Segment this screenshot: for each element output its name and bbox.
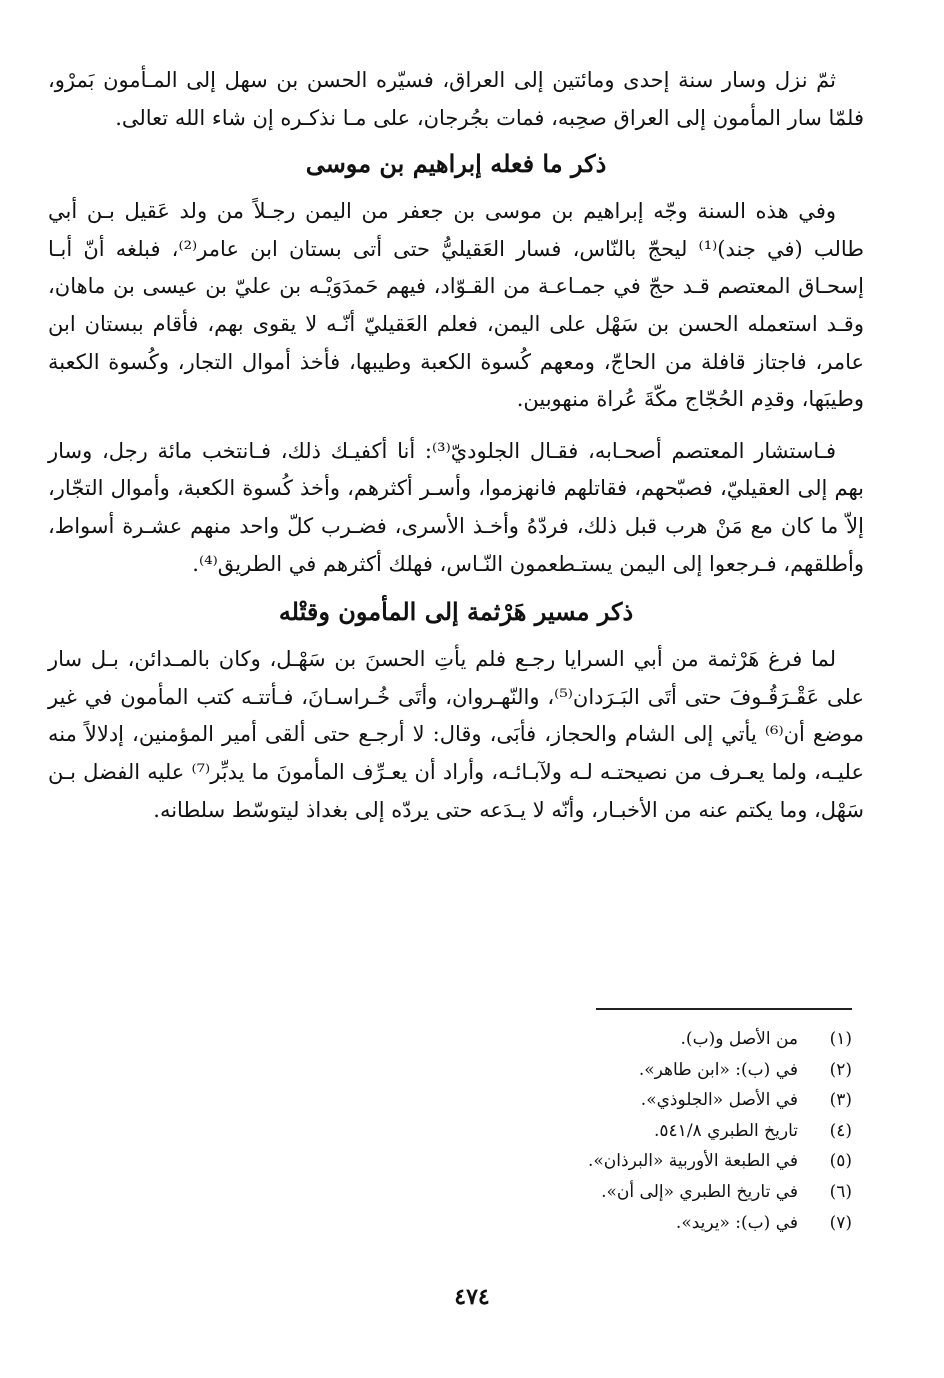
footnote-number: (٢) <box>829 1059 852 1080</box>
footnote-number: (٥) <box>829 1151 852 1172</box>
section-heading-harthama: ذكر مسير هَرْثمة إلى المأمون وقتْله <box>278 597 634 627</box>
footnote-list <box>587 1024 852 1238</box>
footnotes <box>587 1008 852 1238</box>
footnote-item <box>596 1116 852 1147</box>
footnote-item <box>587 1146 852 1177</box>
footnote-text: في (ب): «ابن طاهر». <box>638 1059 798 1080</box>
footnote-text: في الطبعة الأوربية «البرذان». <box>587 1151 798 1172</box>
page-body <box>48 62 864 829</box>
section1-paragraph-1: وفي هذه السنة وجّه إبراهيم بن موسى بن جعفر من اليمن رجـلاً من ولد عَقيل بـن أبي طالب (في جند)⁽¹⁾ ليحجّ بالنّاس، فسار العَقيليُّ حتى أتى بستان ابن عامر⁽²⁾، فبلغه أنّ أبـا إسحـاق المعتصم قـد حجّ في جمـاعـة من القـوّاد، فيهم حَمدَوَيْـه بن عليّ بن عيسى بن ماهان، وقـد استعمله الحسن بن سَهْل على اليمن، فعلم العَقيليّ أنّـه لا يقوى بهم، فأقام ببستان ابن عامر، فاجتاز قافلة من الحاجّ، ومعهم كُسوة الكعبة وطيبها، فأخذ أموال التجار، وكُسوة الكعبة وطيبَها، وقدِم الحُجّاج مكّةَ عُراة منهوبين. <box>48 199 864 412</box>
footnote-item <box>596 1177 852 1208</box>
footnote-item <box>596 1055 852 1086</box>
footnote-text: في الأصل «الجلوذي». <box>640 1090 798 1111</box>
footnote-item <box>596 1208 852 1239</box>
footnote-text: في تاريخ الطبري «إلى أن». <box>601 1181 798 1202</box>
section-heading-ibrahim-ibn-musa: ذكر ما فعله إبراهيم بن موسى <box>305 149 607 179</box>
footnote-number: (٦) <box>829 1181 852 1202</box>
footnote-text: تاريخ الطبري ٥٤١/٨. <box>654 1120 798 1141</box>
section2-paragraph-1: لما فرغ هَرْثمة من أبي السرايا رجـع فلم يأتِ الحسنَ بن سَهْـل، وكان بالمـدائن، بـل سار على عَقْـرَقُـوفَ حتى أتَى البَـرَدان⁽⁵⁾، والنّهـروان، وأتَى خُـراسـانَ، فـأتتـه كتب المأمون في غير موضع أن⁽⁶⁾ يأتي إلى الشام والحجاز، فأبَى، وقال: لا أرجـع حتى ألقى أمير المؤمنين، إدلالاً منه عليـه، ولما يعـرف من نصيحتـه لـه ولآبـائـه، وأراد أن يعـرِّف المأمونَ ما يدبِّر⁽⁷⁾ عليه الفضل بـن سَهْل، وما يكتم عنه من الأخبـار، وأنّه لا يـدَعه حتى يردّه إلى بغداذ ليتوسّط سلطانه. <box>48 647 865 822</box>
footnote-divider <box>596 1008 852 1010</box>
footnote-item <box>596 1024 852 1055</box>
footnote-text: من الأصل و(ب). <box>680 1029 798 1049</box>
footnote-number: (١) <box>829 1029 852 1049</box>
footnote-item <box>596 1085 852 1116</box>
intro-paragraph: ثمّ نزل وسار سنة إحدى ومائتين إلى العراق، فسيّره الحسن بن سهل إلى المـأمون بَمرْو، فلمّا سار المأمون إلى العراق صحِبه، فمات بجُرجان، على مـا نذكـره إن شاء الله تعالى. <box>48 68 864 130</box>
footnote-number: (٤) <box>829 1120 852 1141</box>
footnote-text: في (ب): «يريد». <box>675 1212 798 1233</box>
section1-paragraph-2: فـاستشار المعتصم أصحـابه، فقـال الجلوديّ⁽³⁾: أنا أكفيـك ذلك، فـانتخب مائة رجل، وسار بهم إلى العقيليّ، فصبّحهم، فقاتلهم فانهزموا، وأسـر أكثرهم، وأخذ كُسوة الكعبة، وأموال التجّار، إلاّ ما كان مع مَنْ هرب قبل ذلك، فردّهُ وأخـذ الأسرى، فضـرب كلّ واحد منهم عشـرة أسواط، وأطلقهم، فـرجعوا إلى اليمن يستـطعمون النّـاس، فهلك أكثرهم في الطريق⁽⁴⁾. <box>48 438 864 576</box>
footnote-number: (٧) <box>829 1212 852 1233</box>
footnote-number: (٣) <box>829 1090 852 1111</box>
page-number: ٤٧٤ <box>454 1284 490 1310</box>
